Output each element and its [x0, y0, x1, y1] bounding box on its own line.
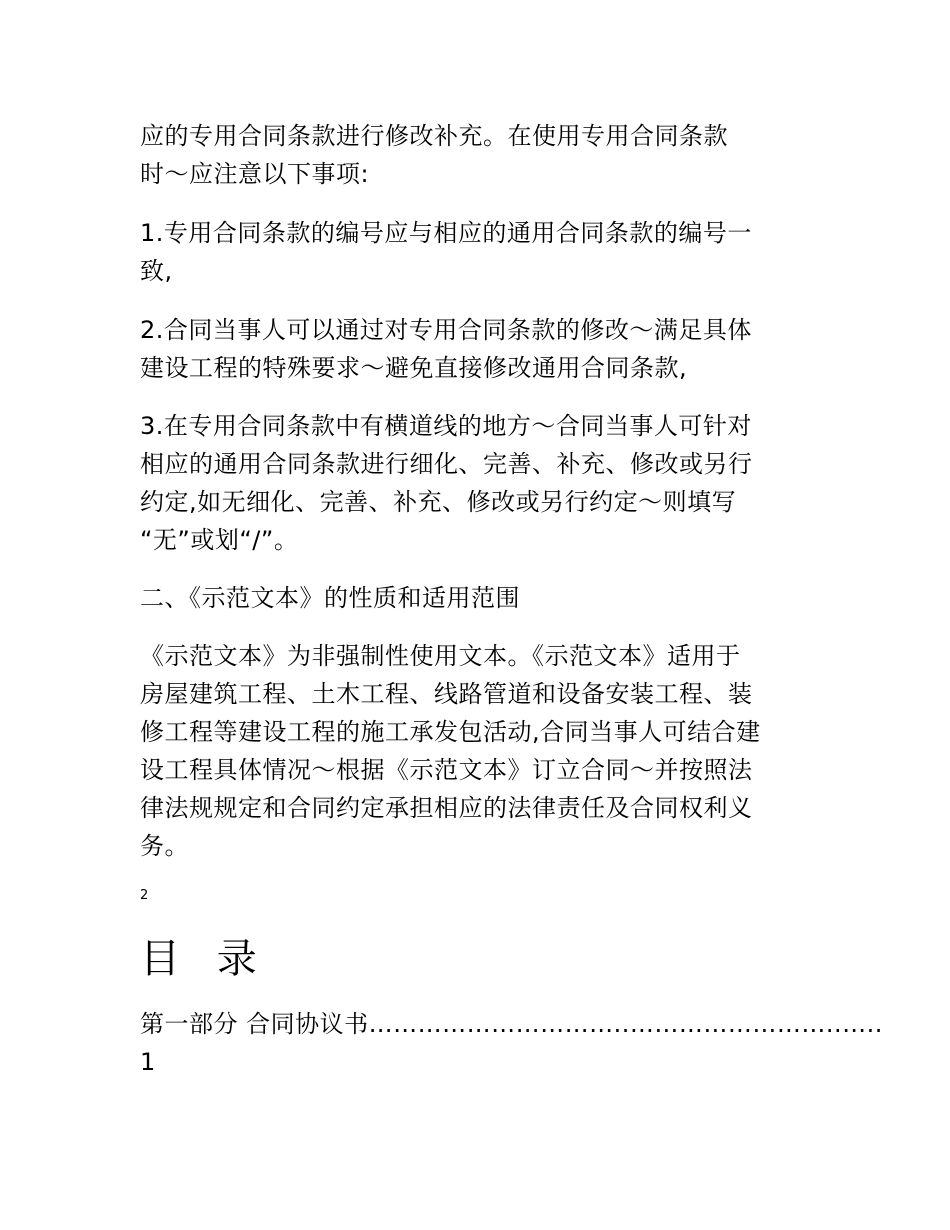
text-line: 约定,如无细化、完善、补充、修改或另行约定～则填写 [140, 488, 737, 516]
text-line: 务。 [140, 832, 189, 860]
text-line: 律法规规定和合同约定承担相应的法律责任及合同权利义 [140, 794, 753, 822]
paragraph-item-2 [140, 311, 820, 387]
text-line: 致, [140, 257, 173, 285]
text-line: 2.合同当事人可以通过对专用合同条款的修改～满足具体 [140, 316, 752, 344]
text-line: 3.在专用合同条款中有横道线的地方～合同当事人可针对 [140, 412, 752, 440]
text-line: 1.专用合同条款的编号应与相应的通用合同条款的编号一 [140, 219, 752, 247]
text-line: 应的专用合同条款进行修改补充。在使用专用合同条款 [140, 122, 728, 150]
section-heading-nature-scope [140, 579, 820, 617]
paragraph-special-terms-intro [140, 117, 820, 193]
toc-entry-label: 第一部分 合同协议书…………………………..……………………..….. [140, 1010, 883, 1038]
text-line: 房屋建筑工程、土木工程、线路管道和设备安装工程、装 [140, 680, 753, 708]
toc-entry[interactable] [140, 1005, 883, 1081]
text-line: 建设工程的特殊要求～避免直接修改通用合同条款, [140, 354, 688, 382]
text-line: 时～应注意以下事项: [140, 160, 370, 188]
text-line: “无”或划“/”。 [140, 526, 299, 554]
paragraph-item-1 [140, 214, 820, 290]
toc-title: 目 录 [140, 936, 269, 982]
page-number: 2 [140, 888, 149, 903]
paragraph-item-3 [140, 407, 820, 559]
paragraph-nature-scope [140, 637, 820, 865]
text-line: 修工程等建设工程的施工承发包活动,合同当事人可结合建 [140, 718, 761, 746]
toc-entry-page: 1 [140, 1048, 156, 1076]
text-line: 设工程具体情况～根据《示范文本》订立合同～并按照法 [140, 756, 753, 784]
text-line: 二、《示范文本》的性质和适用范围 [140, 584, 520, 612]
text-line: 《示范文本》为非强制性使用文本。《示范文本》适用于 [140, 642, 741, 670]
text-line: 相应的通用合同条款进行细化、完善、补充、修改或另行 [140, 450, 753, 478]
